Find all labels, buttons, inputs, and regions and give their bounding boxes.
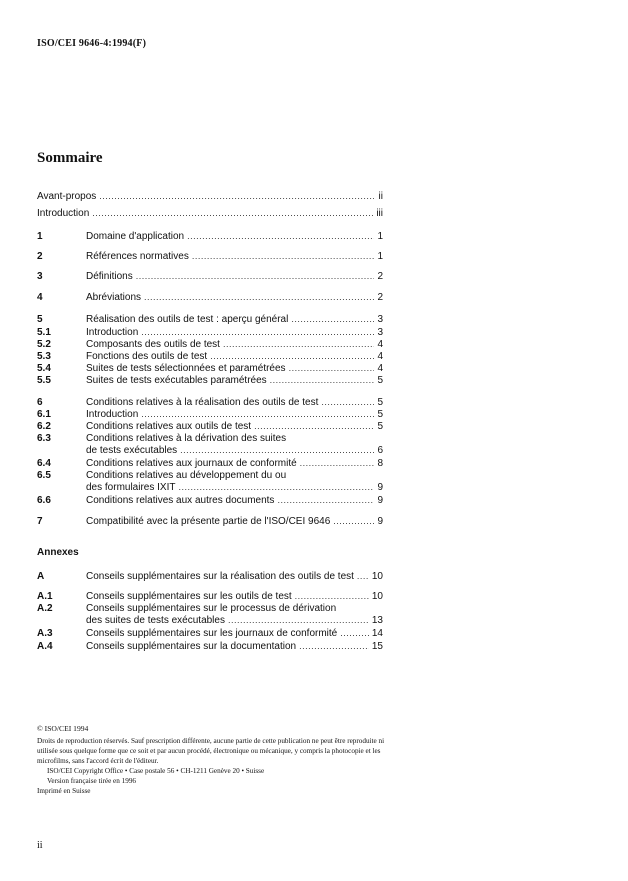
entry-page: 9 bbox=[377, 482, 383, 493]
entry-number: 6.5 bbox=[37, 470, 51, 481]
annex-entry bbox=[37, 640, 383, 653]
entry-title: Avant-propos bbox=[37, 191, 97, 202]
entry-page: 10 bbox=[371, 571, 383, 582]
entry-number: 5 bbox=[37, 314, 43, 325]
copyright-block bbox=[37, 724, 387, 796]
entry-title: Définitions bbox=[86, 271, 133, 282]
entry-title: Suites de tests exécutables paramétrées bbox=[86, 375, 267, 386]
entry-title: Abréviations bbox=[86, 292, 142, 303]
entry-number: 5.1 bbox=[37, 327, 51, 338]
entry-page: 10 bbox=[371, 591, 383, 602]
dot-leader bbox=[92, 207, 373, 220]
entry-title: Références normatives bbox=[86, 251, 189, 262]
printed-in: Imprimé en Suisse bbox=[37, 787, 91, 795]
entry-title: Domaine d'application bbox=[86, 231, 185, 242]
dot-leader bbox=[270, 374, 374, 387]
entry-page: iii bbox=[376, 208, 383, 219]
entry-page: 1 bbox=[377, 231, 383, 242]
toc-entry bbox=[37, 291, 383, 304]
dot-leader bbox=[291, 313, 374, 326]
dot-leader bbox=[187, 230, 374, 243]
entry-title: Composants des outils de test bbox=[86, 339, 220, 350]
entry-number: 2 bbox=[37, 251, 43, 262]
entry-title: Conseils supplémentaires sur les journaux de conformité bbox=[86, 628, 338, 639]
dot-leader bbox=[136, 270, 374, 283]
toc-entry bbox=[37, 207, 383, 220]
entry-page: 14 bbox=[371, 628, 383, 639]
entry-title: Conditions relatives à la réalisation des outils de test bbox=[86, 397, 319, 408]
dot-leader bbox=[144, 291, 374, 304]
entry-title: Conseils supplémentaires sur la réalisation des outils de test bbox=[86, 571, 354, 582]
entry-title: Compatibilité avec la présente partie de l'ISO/CEI 9646 bbox=[86, 516, 331, 527]
entry-number: 1 bbox=[37, 231, 43, 242]
entry-number: A.3 bbox=[37, 628, 53, 639]
entry-page: 2 bbox=[377, 292, 383, 303]
entry-title: Conditions relatives au développement du ou bbox=[86, 470, 287, 481]
entry-number: A.2 bbox=[37, 603, 53, 614]
entry-title: Conditions relatives aux journaux de conformité bbox=[86, 458, 297, 469]
dot-leader bbox=[178, 481, 374, 494]
entry-number: A.1 bbox=[37, 591, 53, 602]
entry-page: 5 bbox=[377, 397, 383, 408]
toc-entry bbox=[37, 374, 383, 387]
dot-leader bbox=[333, 515, 374, 528]
entry-title: Suites de tests sélectionnées et paramétrées bbox=[86, 363, 286, 374]
entry-page: 1 bbox=[377, 251, 383, 262]
copyright-line: © ISO/CEI 1994 bbox=[37, 724, 89, 733]
entry-title: Introduction bbox=[86, 409, 139, 420]
entry-page: 9 bbox=[377, 495, 383, 506]
annexes-heading: Annexes bbox=[37, 547, 79, 558]
entry-number: 5.2 bbox=[37, 339, 51, 350]
entry-page: 8 bbox=[377, 458, 383, 469]
entry-title: Introduction bbox=[86, 327, 139, 338]
toc-entry bbox=[37, 313, 383, 326]
dot-leader bbox=[228, 614, 369, 627]
entry-number: 5.4 bbox=[37, 363, 51, 374]
toc-entry bbox=[37, 190, 383, 203]
standard-reference: ISO/CEI 9646-4:1994(F) bbox=[37, 38, 147, 49]
dot-leader bbox=[299, 640, 369, 653]
dot-leader bbox=[180, 444, 374, 457]
toc-entry bbox=[37, 230, 383, 243]
entry-page: 5 bbox=[377, 375, 383, 386]
dot-leader bbox=[99, 190, 374, 203]
toc-entry bbox=[37, 250, 383, 263]
page-number: ii bbox=[37, 840, 43, 851]
entry-number: 6.6 bbox=[37, 495, 51, 506]
entry-page: 3 bbox=[377, 314, 383, 325]
entry-title: Conditions relatives aux outils de test bbox=[86, 421, 252, 432]
entry-page: 5 bbox=[377, 421, 383, 432]
toc-entry bbox=[37, 515, 383, 528]
entry-number: 7 bbox=[37, 516, 43, 527]
toc-entry bbox=[37, 494, 383, 507]
entry-number: 6.2 bbox=[37, 421, 51, 432]
entry-title: Conditions relatives à la dérivation des suites bbox=[86, 433, 287, 444]
dot-leader bbox=[192, 250, 374, 263]
entry-page: 2 bbox=[377, 271, 383, 282]
entry-title: Conseils supplémentaires sur le processus de dérivation bbox=[86, 603, 337, 614]
entry-page: 15 bbox=[371, 641, 383, 652]
entry-title: des suites de tests exécutables bbox=[86, 615, 225, 626]
entry-number: 6 bbox=[37, 397, 43, 408]
dot-leader bbox=[277, 494, 374, 507]
page-title: Sommaire bbox=[37, 150, 103, 166]
entry-title: des formulaires IXIT bbox=[86, 482, 176, 493]
entry-page: ii bbox=[378, 191, 383, 202]
entry-page: 9 bbox=[377, 516, 383, 527]
entry-number: 3 bbox=[37, 271, 43, 282]
entry-number: A.4 bbox=[37, 641, 53, 652]
rights-notice: Droits de reproduction réservés. Sauf prescription différente, aucune partie de cette publication ne peut être reproduite ni utilisée sous quelque forme que ce soit et par aucun procédé, électronique ou mécanique, y compris la photocopie et les microfilms, sans l'accord écrit de l'éditeur. bbox=[37, 737, 385, 765]
entry-page: 4 bbox=[377, 351, 383, 362]
entry-title: Réalisation des outils de test : aperçu général bbox=[86, 314, 289, 325]
entry-number: A bbox=[37, 571, 45, 582]
toc-entry bbox=[37, 270, 383, 283]
entry-title: Fonctions des outils de test bbox=[86, 351, 208, 362]
entry-number: 6.3 bbox=[37, 433, 51, 444]
entry-page: 6 bbox=[377, 445, 383, 456]
entry-title: Introduction bbox=[37, 208, 90, 219]
entry-number: 4 bbox=[37, 292, 43, 303]
annex-entry bbox=[37, 570, 383, 583]
entry-page: 4 bbox=[377, 339, 383, 350]
annex-entry bbox=[37, 614, 383, 627]
entry-page: 3 bbox=[377, 327, 383, 338]
entry-number: 5.3 bbox=[37, 351, 51, 362]
toc-entry bbox=[37, 481, 383, 494]
entry-page: 5 bbox=[377, 409, 383, 420]
version-note: Version française tirée en 1996 bbox=[47, 777, 137, 785]
copyright-office: ISO/CEI Copyright Office • Case postale 56 • CH-1211 Genève 20 • Suisse bbox=[47, 767, 265, 775]
entry-page: 4 bbox=[377, 363, 383, 374]
annex-entry bbox=[37, 627, 383, 640]
entry-number: 6.4 bbox=[37, 458, 51, 469]
entry-title: Conseils supplémentaires sur la documentation bbox=[86, 641, 297, 652]
dot-leader bbox=[340, 627, 369, 640]
entry-title: de tests exécutables bbox=[86, 445, 178, 456]
entry-page: 13 bbox=[371, 615, 383, 626]
entry-number: 6.1 bbox=[37, 409, 51, 420]
entry-title: Conseils supplémentaires sur les outils de test bbox=[86, 591, 292, 602]
entry-number: 5.5 bbox=[37, 375, 51, 386]
entry-title: Conditions relatives aux autres documents bbox=[86, 495, 275, 506]
toc-entry bbox=[37, 444, 383, 457]
dot-leader bbox=[357, 570, 369, 583]
